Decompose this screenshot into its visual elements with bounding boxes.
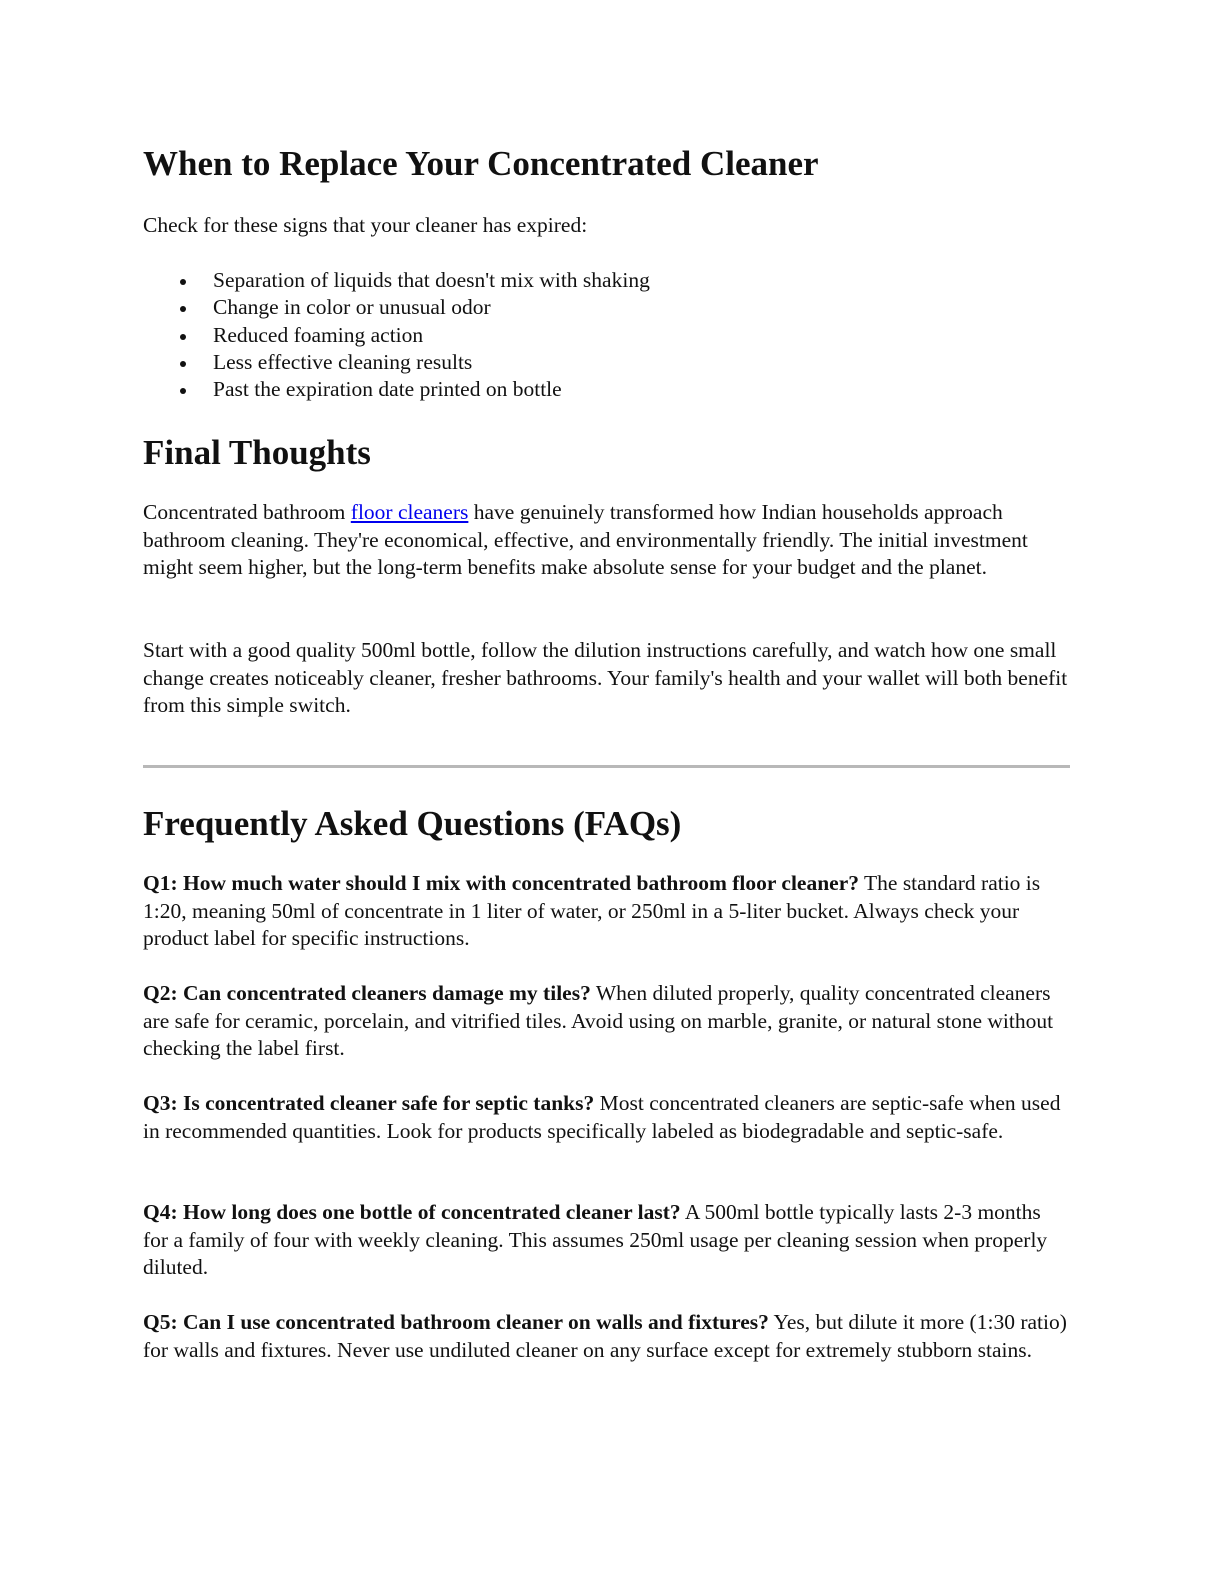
paragraph-text: Concentrated bathroom bbox=[143, 500, 351, 524]
expired-signs-list bbox=[143, 267, 1073, 403]
faq-item bbox=[143, 1199, 1070, 1282]
final-thoughts-paragraph-1 bbox=[143, 499, 1070, 582]
faq-question: Q2: Can concentrated cleaners damage my tiles? bbox=[143, 981, 591, 1005]
list-item: Separation of liquids that doesn't mix with shaking bbox=[213, 267, 1073, 294]
list-item: Less effective cleaning results bbox=[213, 349, 1073, 376]
heading-when-to-replace: When to Replace Your Concentrated Cleaner bbox=[143, 144, 819, 183]
faq-answer: The standard ratio is 1:20, meaning 50ml of concentrate in 1 liter of water, or 250ml in a 5-liter bucket. Always check your product label for specific instructions. bbox=[143, 871, 1041, 950]
faq-question: Q3: Is concentrated cleaner safe for septic tanks? bbox=[143, 1091, 595, 1115]
list-item: Change in color or unusual odor bbox=[213, 294, 1073, 321]
faq-question: Q1: How much water should I mix with concentrated bathroom floor cleaner? bbox=[143, 871, 860, 895]
paragraph-text: have genuinely transformed how Indian households approach bathroom cleaning. They're economical, effective, and environmentally friendly. The initial investment might seem higher, but the long-term benefits make absolute sense for your budget and the planet. bbox=[143, 500, 1028, 579]
heading-faqs: Frequently Asked Questions (FAQs) bbox=[143, 804, 682, 843]
faq-answer: A 500ml bottle typically lasts 2-3 months for a family of four with weekly cleaning. This assumes 250ml usage per cleaning session when properly diluted. bbox=[143, 1200, 1048, 1279]
floor-cleaners-link[interactable]: floor cleaners bbox=[350, 500, 469, 524]
faq-item bbox=[143, 1309, 1070, 1364]
list-item: Past the expiration date printed on bottle bbox=[213, 376, 1073, 403]
heading-final-thoughts: Final Thoughts bbox=[143, 433, 371, 472]
faq-answer: When diluted properly, quality concentrated cleaners are safe for ceramic, porcelain, and vitrified tiles. Avoid using on marble, granite, or natural stone without checking the label first. bbox=[143, 981, 1054, 1060]
section-divider bbox=[143, 765, 1070, 768]
faq-item bbox=[143, 870, 1070, 953]
replace-intro: Check for these signs that your cleaner has expired: bbox=[143, 213, 588, 237]
final-thoughts-paragraph-2: Start with a good quality 500ml bottle, follow the dilution instructions carefully, and watch how one small change creates noticeably cleaner, fresher bathrooms. Your family's health and your wallet will both benefit from this simple switch. bbox=[143, 638, 1068, 717]
faq-question: Q5: Can I use concentrated bathroom cleaner on walls and fixtures? bbox=[143, 1310, 769, 1334]
faq-answer: Most concentrated cleaners are septic-safe when used in recommended quantities. Look for products specifically labeled as biodegradable and septic-safe. bbox=[143, 1091, 1061, 1143]
faq-answer: Yes, but dilute it more (1:30 ratio) for walls and fixtures. Never use undiluted cleaner on any surface except for extremely stubborn stains. bbox=[143, 1310, 1067, 1362]
faq-item bbox=[143, 980, 1070, 1063]
faq-question: Q4: How long does one bottle of concentrated cleaner last? bbox=[143, 1200, 681, 1224]
faq-item bbox=[143, 1090, 1070, 1145]
list-item: Reduced foaming action bbox=[213, 322, 1073, 349]
